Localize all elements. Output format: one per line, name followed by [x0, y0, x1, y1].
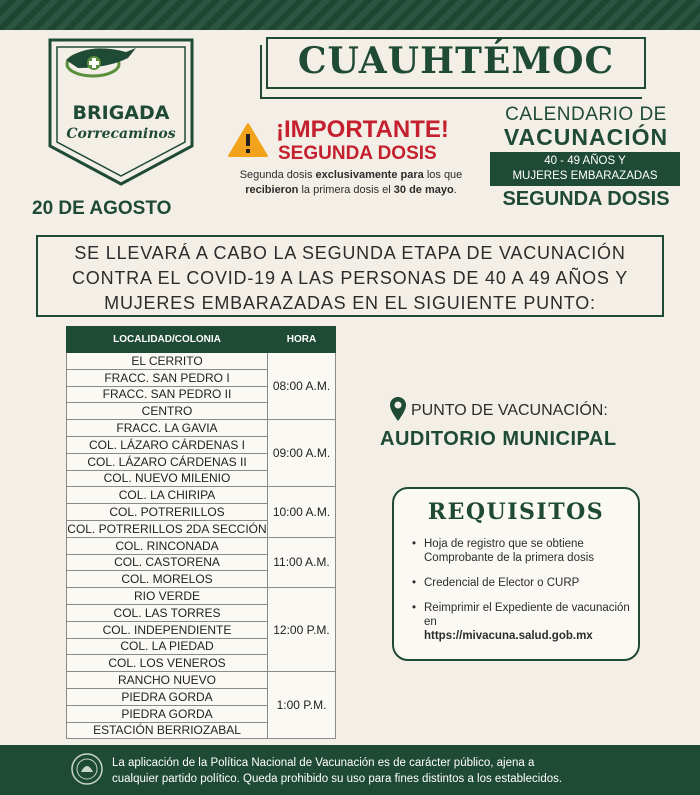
mivacuna-link[interactable]: https://mivacuna.salud.gob.mx: [424, 630, 593, 642]
locality-cell: CENTRO: [67, 403, 268, 420]
locality-cell: COL. INDEPENDIENTE: [67, 621, 268, 638]
locality-cell: PIEDRA GORDA: [67, 688, 268, 705]
important-heading: ¡IMPORTANTE!: [276, 116, 449, 143]
locality-cell: COL. LA CHIRIPA: [67, 487, 268, 504]
government-seal-icon: [70, 752, 104, 786]
vaccination-point-name: AUDITORIO MUNICIPAL: [380, 428, 617, 450]
table-row: [67, 672, 336, 689]
column-header-time: HORA: [268, 327, 336, 353]
schedule-table: [66, 326, 336, 739]
locality-cell: COL. RINCONADA: [67, 537, 268, 554]
table-row: [67, 420, 336, 437]
locality-cell: FRACC. SAN PEDRO I: [67, 369, 268, 386]
locality-cell: PIEDRA GORDA: [67, 705, 268, 722]
locality-cell: FRACC. SAN PEDRO II: [67, 386, 268, 403]
locality-cell: RANCHO NUEVO: [67, 672, 268, 689]
announcement-box: SE LLEVARÁ A CABO LA SEGUNDA ETAPA DE VACUNACIÓN CONTRA EL COVID-19 A LAS PERSONAS DE 40 A 49 AÑOS Y MUJERES EMBARAZADAS EN EL SIGUIENTE PUNTO:: [36, 235, 664, 317]
requirements-list: [412, 537, 634, 654]
locality-cell: EL CERRITO: [67, 353, 268, 370]
footer-disclaimer: La aplicación de la Política Nacional de Vacunación es de carácter público, ajena a cualquier partido político. Queda prohibido su uso para fines distintos a los establecidos.: [112, 757, 563, 785]
event-date: 20 DE AGOSTO: [32, 198, 172, 219]
city-title: CUAUHTÉMOC: [297, 40, 615, 82]
locality-cell: FRACC. LA GAVIA: [67, 420, 268, 437]
badge-subtitle: Correcaminos: [66, 126, 176, 142]
time-cell: 09:00 A.M.: [268, 420, 336, 487]
badge-title: BRIGADA: [72, 102, 170, 124]
table-row: [67, 588, 336, 605]
locality-cell: COL. LA PIEDAD: [67, 638, 268, 655]
map-pin-icon: [389, 396, 407, 422]
locality-cell: COL. POTRERILLOS: [67, 504, 268, 521]
top-decorative-band: [0, 0, 700, 30]
locality-cell: ESTACIÓN BERRIOZABAL: [67, 722, 268, 739]
second-dose-note: Segunda dosis exclusivamente para los que recibieron la primera dosis el 30 de mayo.: [239, 169, 463, 196]
locality-cell: RIO VERDE: [67, 588, 268, 605]
time-cell: 11:00 A.M.: [268, 537, 336, 587]
locality-cell: COL. LÁZARO CÁRDENAS II: [67, 453, 268, 470]
locality-cell: COL. CASTORENA: [67, 554, 268, 571]
requirement-item: • Credencial de Elector o CURP: [412, 576, 634, 590]
vaccination-point-label: PUNTO DE VACUNACIÓN:: [411, 402, 608, 419]
time-cell: 1:00 P.M.: [268, 672, 336, 739]
brigada-badge: [48, 38, 194, 186]
table-row: [67, 537, 336, 554]
second-dose-label: SEGUNDA DOSIS: [502, 188, 670, 210]
calendar-label: CALENDARIO DE: [505, 104, 667, 125]
requirement-item: • Reimprimir el Expediente de vacunación en https://mivacuna.salud.gob.mx: [412, 601, 634, 643]
table-row: [67, 487, 336, 504]
time-cell: 12:00 P.M.: [268, 588, 336, 672]
time-cell: 10:00 A.M.: [268, 487, 336, 537]
table-row: [67, 353, 336, 370]
age-group-box: 40 - 49 AÑOS Y MUJERES EMBARAZADAS: [490, 152, 680, 186]
vaccination-label: VACUNACIÓN: [503, 124, 669, 150]
locality-cell: COL. LOS VENEROS: [67, 655, 268, 672]
requirements-box: [392, 487, 640, 661]
roadrunner-logo-icon: [48, 38, 138, 84]
table-header-row: [67, 327, 336, 353]
second-dose-heading: SEGUNDA DOSIS: [278, 143, 437, 164]
locality-cell: COL. POTRERILLOS 2DA SECCIÓN: [67, 521, 267, 536]
locality-cell: COL. MORELOS: [67, 571, 268, 588]
time-cell: 08:00 A.M.: [268, 353, 336, 420]
requirements-title: REQUISITOS: [427, 499, 605, 525]
locality-cell: COL. LÁZARO CÁRDENAS I: [67, 436, 268, 453]
requirement-item: • Hoja de registro que se obtiene Comprobante de la primera dosis: [412, 537, 634, 565]
locality-cell: COL. NUEVO MILENIO: [67, 470, 268, 487]
column-header-locality: LOCALIDAD/COLONIA: [67, 327, 268, 353]
locality-cell: COL. LAS TORRES: [67, 604, 268, 621]
warning-icon: [228, 122, 268, 158]
